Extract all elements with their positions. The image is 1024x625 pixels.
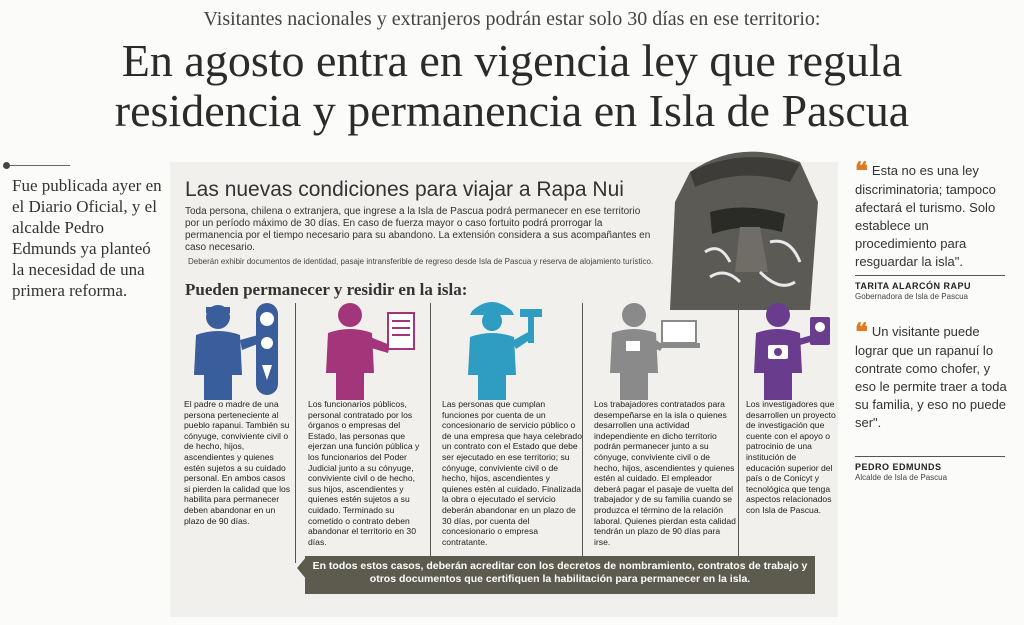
graphic-intro: Toda persona, chilena o extranjera, que ingrese a la Isla de Pascua podrá permanecer en ese territorio por un período máximo de 30 días. En caso de fuerza mayor o caso fortuito podrá prorrogar la permanencia por el tiempo necesario para su abandono. La extensión considera a sus acompañantes en caso necesario. (185, 206, 651, 253)
category-column-workers (586, 295, 736, 558)
graphic-subhead: Pueden permanecer y residir en la isla: (185, 280, 468, 299)
footer-note: En todos estos casos, deberán acreditar con los decretos de nombramiento, contratos de trabajo y otros documentos que certifiquen la habilitación para permanecer en la isla. (305, 556, 815, 594)
quote-1 (855, 159, 1010, 271)
category-column-researchers (738, 295, 836, 558)
headline-line-2: residencia y permanencia en Isla de Pascua (114, 85, 910, 136)
category-text: Los trabajadores contratados para desempeñarse en la isla o quienes desarrollen una actividad independiente en dicho territorio podrán permanecer junto a su cónyuge, conviviente civil o de hecho, hijos, ascendientes y quienes estén al cuidado. El empleador deberá pagar el pasaje de vuelta del trabajador y de su familia cuando se produzca el término de la relación laboral. Quienes pierdan esta calidad tendrán un plazo de 90 días para irse. (594, 399, 736, 547)
official-document-icon (300, 295, 420, 400)
headline (20, 36, 1004, 136)
category-column-public-officials (300, 295, 430, 558)
category-text: Los investigadores que desarrollen un proyecto de investigación que cuente con el apoyo o patrocinio de una institución de educación superior del país o de Conicyt y tecnológica que tenga aspectos relacionados con Isla de Pascua. (746, 399, 836, 515)
category-column-rapanui-family (176, 295, 296, 558)
rapanui-family-icon (176, 295, 296, 400)
quote-rule (855, 456, 1005, 457)
quote-text: Un visitante puede lograr que un rapanuí lo contrate como chofer, y eso le permite traer a toda su familia, y eso no puede ser". (855, 324, 1007, 430)
quote-author-role: Alcalde de Isla de Pascua (855, 473, 948, 482)
researcher-passport-icon (738, 295, 836, 400)
quote-text: Esta no es una ley discriminatoria; tampoco afectará el turismo. Solo establece un procedimiento para resguardar la isla". (855, 163, 996, 269)
headline-line-1: En agosto entra en vigencia ley que regula (121, 35, 903, 86)
lead-rule (10, 165, 70, 166)
lead-bullet (3, 162, 10, 169)
worker-hammer-icon (434, 295, 554, 400)
category-text: El padre o madre de una persona perteneciente al pueblo rapanui. También su cónyuge, conviviente civil o de hecho, hijos, ascendientes y quienes estén sujetos a su cuidado personal. En ambos casos si pierden la calidad que los habilita para permanecer deben abandonar en un plazo de 90 días. (184, 399, 291, 526)
column-divider (430, 303, 431, 563)
laptop-worker-icon (586, 295, 706, 400)
lead-paragraph: Fue publicada ayer en el Diario Oficial, y el alcalde Pedro Edmunds ya planteó la necesidad de una primera reforma. (12, 176, 162, 300)
docs-note: Deberán exhibir documentos de identidad, pasaje intransferible de regreso desde Isla de Pascua y reserva de alojamiento turístico. (188, 257, 654, 266)
category-column-contractors (434, 295, 580, 558)
column-divider (582, 303, 583, 563)
column-divider (295, 303, 296, 563)
quote-2 (855, 320, 1010, 432)
category-text: Los funcionarios públicos, personal contratado por los órganos o empresas del Estado, las personas que ejerzan una función pública y los funcionarios del Poder Judicial junto a su cónyuge, conviviente civil o de hecho, sus hijos, ascendientes y quienes estén sujetos a su cuidado. Terminado su cometido o contrato deben abandonar el territorio en 30 días. (308, 399, 420, 547)
quote-mark-icon: ❝ (855, 159, 868, 185)
kicker: Visitantes nacionales y extranjeros podrán estar solo 30 días en ese territorio: (203, 8, 821, 30)
quote-author-role: Gobernadora de Isla de Pascua (855, 292, 968, 301)
quote-author: PEDRO EDMUNDS (855, 462, 942, 472)
graphic-title: Las nuevas condiciones para viajar a Rapa Nui (185, 178, 624, 201)
quote-author: TARITA ALARCÓN RAPU (855, 281, 971, 291)
moai-icon (650, 142, 838, 310)
quote-mark-icon: ❝ (855, 320, 868, 346)
category-text: Las personas que cumplan funciones por cuenta de un concesionario de servicio público o de una empresa que haya celebrado un contrato con el Estado que debe ser ejecutado en ese territorio; su cónyuge, conviviente civil o de hecho, hijos, ascendientes y quienes estén al cuidado. Finalizada la obra o ejecutado el servicio deberán abandonar en un plazo de 30 días, por cuenta del concesionario o empresa contratante. (442, 399, 582, 547)
quote-rule (855, 275, 1005, 276)
